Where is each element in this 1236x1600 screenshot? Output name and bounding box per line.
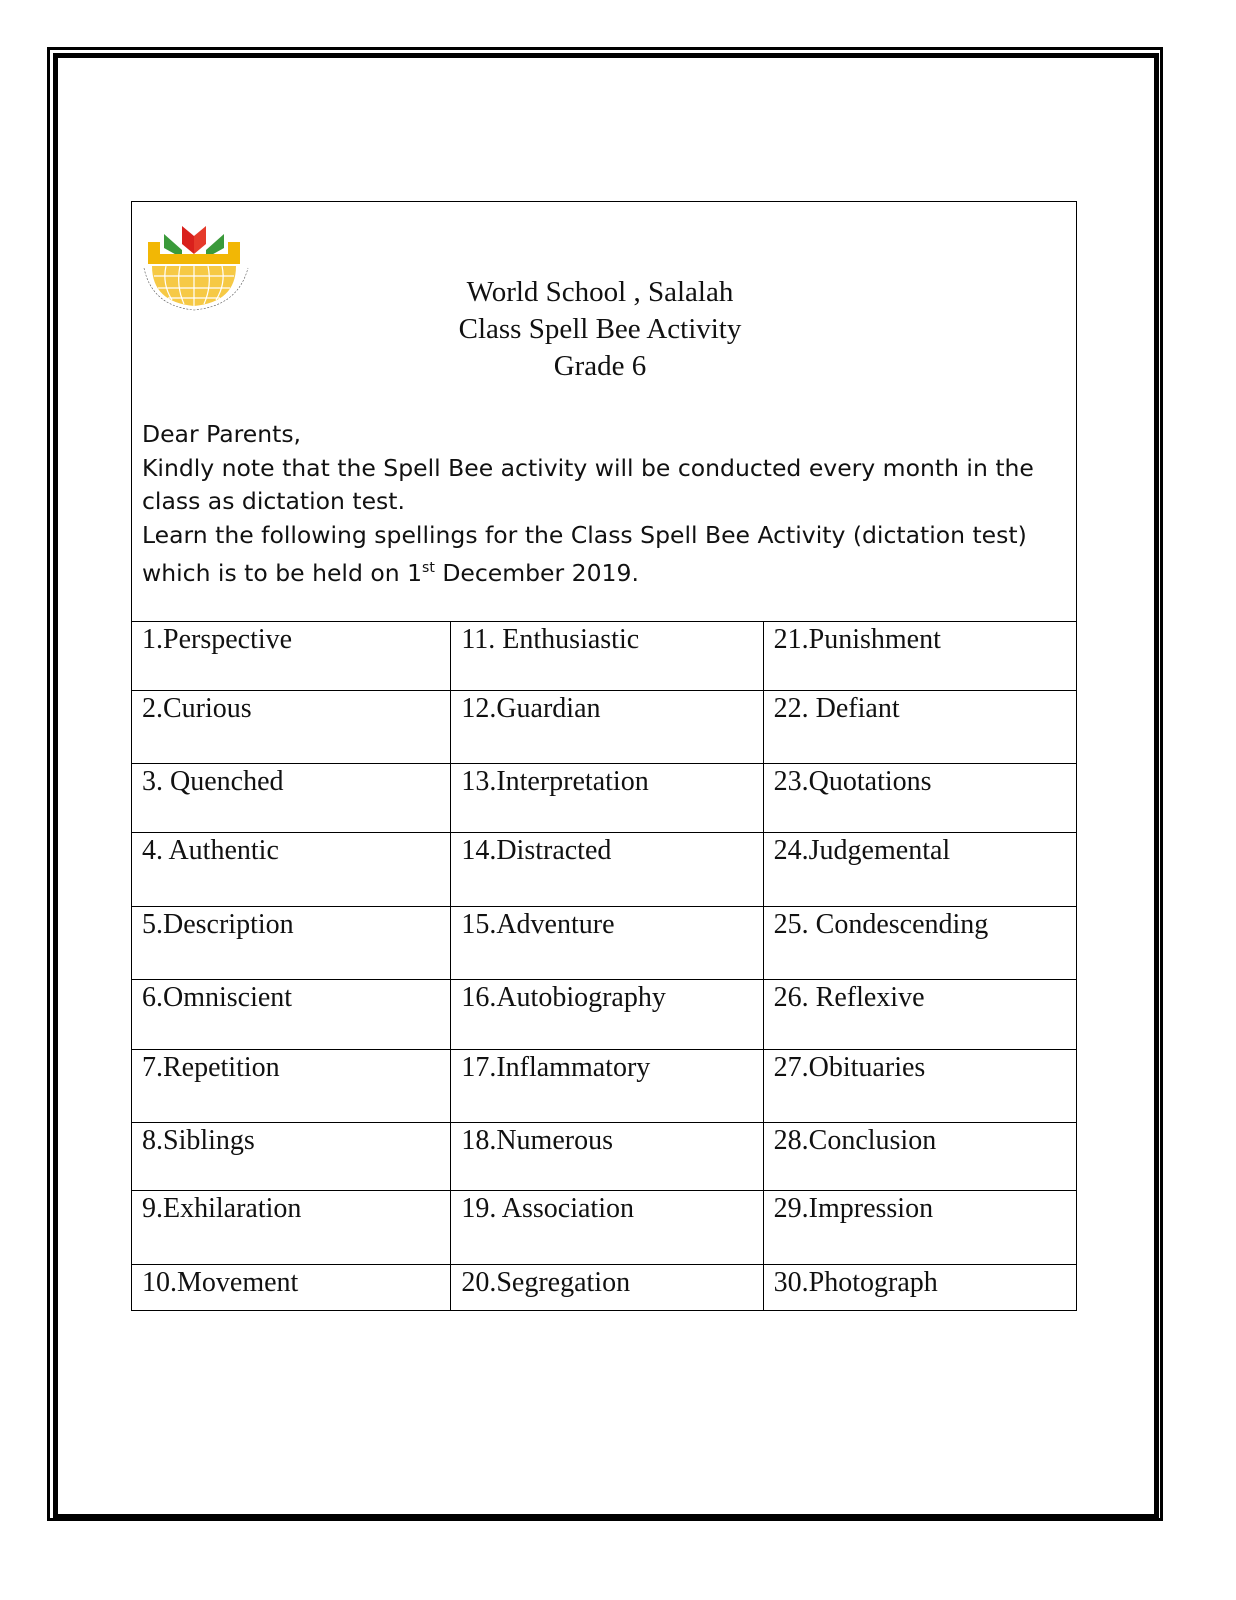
spelling-word: 23.Quotations bbox=[763, 764, 1076, 833]
table-row bbox=[132, 1050, 1077, 1123]
activity-title: Class Spell Bee Activity bbox=[458, 313, 742, 345]
letter-line-1: Kindly note that the Spell Bee activity will be conducted every month in the class as dictation test. bbox=[142, 453, 1034, 516]
spelling-word: 12.Guardian bbox=[451, 691, 763, 764]
spelling-word: 1.Perspective bbox=[132, 622, 451, 691]
table-row bbox=[132, 1191, 1077, 1265]
parent-letter bbox=[142, 418, 1072, 591]
spelling-word: 21.Punishment bbox=[763, 622, 1076, 691]
table-row bbox=[132, 1265, 1077, 1311]
spelling-word: 28.Conclusion bbox=[763, 1123, 1076, 1191]
letter-line-2 bbox=[142, 519, 1072, 591]
spelling-word: 30.Photograph bbox=[763, 1265, 1076, 1311]
spelling-word: 10.Movement bbox=[132, 1265, 451, 1311]
spelling-word: 8.Siblings bbox=[132, 1123, 451, 1191]
spelling-words-table bbox=[131, 621, 1077, 1311]
table-row bbox=[132, 907, 1077, 980]
grade-label: Grade 6 bbox=[553, 350, 647, 382]
content-box bbox=[131, 201, 1077, 1311]
spelling-word: 25. Condescending bbox=[763, 907, 1076, 980]
table-row bbox=[132, 1123, 1077, 1191]
spelling-word: 7.Repetition bbox=[132, 1050, 451, 1123]
spelling-word: 14.Distracted bbox=[451, 833, 763, 907]
spelling-word: 3. Quenched bbox=[132, 764, 451, 833]
spelling-word: 22. Defiant bbox=[763, 691, 1076, 764]
spelling-word: 18.Numerous bbox=[451, 1123, 763, 1191]
spelling-word: 17.Inflammatory bbox=[451, 1050, 763, 1123]
spelling-word: 9.Exhilaration bbox=[132, 1191, 451, 1265]
spelling-word: 15.Adventure bbox=[451, 907, 763, 980]
date-ordinal: st bbox=[422, 560, 435, 577]
letter-date: December 2019. bbox=[434, 559, 639, 588]
spelling-word: 20.Segregation bbox=[451, 1265, 763, 1311]
spelling-word: 5.Description bbox=[132, 907, 451, 980]
table-row bbox=[132, 764, 1077, 833]
spelling-word: 16.Autobiography bbox=[451, 980, 763, 1050]
document-heading bbox=[132, 274, 1076, 385]
spelling-word: 11. Enthusiastic bbox=[451, 622, 763, 691]
spelling-word: 6.Omniscient bbox=[132, 980, 451, 1050]
spelling-word: 29.Impression bbox=[763, 1191, 1076, 1265]
spelling-word: 26. Reflexive bbox=[763, 980, 1076, 1050]
spelling-word: 2.Curious bbox=[132, 691, 451, 764]
spelling-word: 4. Authentic bbox=[132, 833, 451, 907]
greeting: Dear Parents, bbox=[142, 420, 302, 448]
spelling-word: 27.Obituaries bbox=[763, 1050, 1076, 1123]
letter-line-2-text: Learn the following spellings for the Class Spell Bee Activity (dictation test) which is to be held on 1 bbox=[142, 520, 1027, 588]
spelling-word: 13.Interpretation bbox=[451, 764, 763, 833]
spelling-word: 24.Judgemental bbox=[763, 833, 1076, 907]
table-row bbox=[132, 833, 1077, 907]
table-row bbox=[132, 691, 1077, 764]
table-row bbox=[132, 980, 1077, 1050]
table-row bbox=[132, 622, 1077, 691]
school-name: World School , Salalah bbox=[466, 276, 734, 308]
spelling-word: 19. Association bbox=[451, 1191, 763, 1265]
